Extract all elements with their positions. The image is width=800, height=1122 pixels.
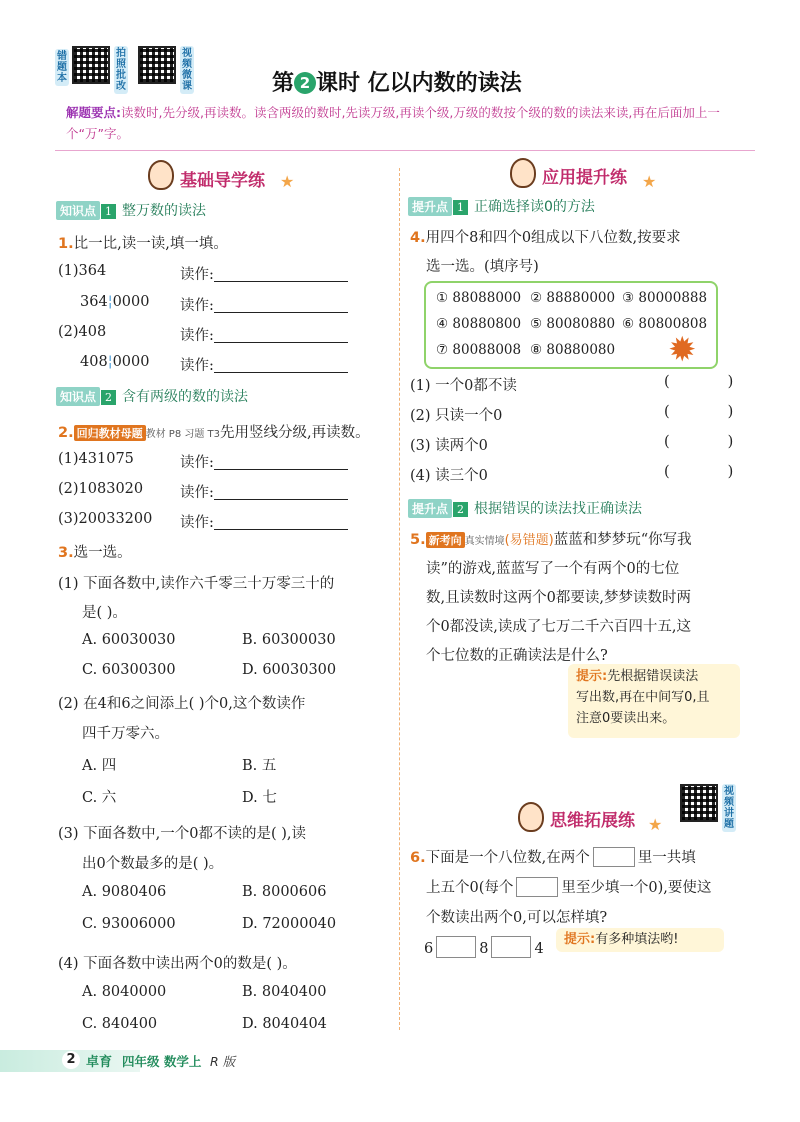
q4-item-3: (3) 读两个0 xyxy=(410,438,488,454)
question-5-line4: 个0都没读,读成了七万二千六百四十五,这 xyxy=(426,619,691,635)
question-3: 3.选一选。 xyxy=(58,545,132,561)
number-option-1: ① 88088000 xyxy=(436,290,522,306)
answer-blank[interactable] xyxy=(214,453,348,470)
lesson-number-badge: 2 xyxy=(294,72,316,94)
qr-code-icon[interactable] xyxy=(72,46,110,84)
q3-3-option-d[interactable]: D. 72000040 xyxy=(242,916,337,932)
q3-1-option-d[interactable]: D. 60030300 xyxy=(242,662,337,678)
star-icon: ★ xyxy=(642,172,657,191)
q1-read-3: 读作: xyxy=(180,324,348,345)
edition-label: R 版 xyxy=(210,1054,236,1069)
q4-answer-3[interactable]: ( ) xyxy=(664,434,734,450)
q3-1-line2: 是( )。 xyxy=(82,605,127,621)
q3-4-option-d[interactable]: D. 8040404 xyxy=(242,1016,327,1032)
kid-mascot-icon xyxy=(148,160,174,190)
grade-label: 四年级 数学上 xyxy=(122,1054,202,1069)
key-points-box xyxy=(66,102,756,144)
number-option-6: ⑥ 80800808 xyxy=(622,316,708,332)
question-5-line2: 读”的游戏,蓝蓝写了一个有两个0的七位 xyxy=(426,561,680,577)
section-title-thinking: 思维拓展练 xyxy=(550,811,635,831)
eight-digit-number: 6 8 4 xyxy=(424,936,544,958)
question-5-line3: 数,且读数时这两个0都要读,梦梦读数时两 xyxy=(426,590,691,606)
question-1: 1.比一比,读一读,填一填。 xyxy=(58,236,228,252)
hint-box-1: 提示:先根据错误读法 写出数,再在中间写0,且 注意0要读出来。 xyxy=(568,664,740,738)
answer-blank[interactable] xyxy=(214,513,348,530)
star-icon: ★ xyxy=(280,172,295,191)
answer-blank[interactable] xyxy=(214,356,348,373)
q2-item-1: (1)431075 xyxy=(58,451,134,467)
q1-read-4: 读作: xyxy=(180,354,348,375)
q3-3-option-c[interactable]: C. 93006000 xyxy=(82,916,176,932)
key-points-label: 解题要点: xyxy=(66,105,121,120)
video-lesson-tag: 视频微课 xyxy=(182,48,192,92)
question-6-line3: 个数读出两个0,可以怎样填? xyxy=(426,910,608,926)
page-number: 2 xyxy=(62,1051,80,1069)
question-6-line1: 6.下面是一个八位数,在两个 里一共填 xyxy=(410,846,696,867)
question-4-line1: 4.用四个8和四个0组成以下八位数,按要求 xyxy=(410,230,681,246)
q4-item-2: (2) 只读一个0 xyxy=(410,408,503,424)
answer-blank[interactable] xyxy=(214,326,348,343)
q1-read-1: 读作: xyxy=(180,263,348,284)
q3-3-line1: (3) 下面各数中,一个0都不读的是( ),读 xyxy=(58,826,307,842)
question-5-line5: 个七位数的正确读法是什么? xyxy=(426,648,608,664)
hint-label: 提示: xyxy=(564,932,596,947)
q1-read-2: 读作: xyxy=(180,294,348,315)
question-2: 2. 回归教材母题 教材 P8 习题 T3先用竖线分级,再读数。 xyxy=(58,425,370,441)
kid-mascot-icon xyxy=(510,158,536,188)
number-option-8: ⑧ 80880080 xyxy=(530,342,616,358)
column-divider xyxy=(399,168,400,1030)
answer-blank[interactable] xyxy=(214,265,348,282)
key-points-text: 读数时,先分级,再读数。读含两级的数时,先读万级,再读个级,万级的数按个级的数的读法来读,再在后面加上一个“万”字。 xyxy=(66,105,720,141)
maple-leaf-icon: ✹ xyxy=(668,330,697,370)
q1-item-4: 408¦0000 xyxy=(80,354,150,370)
textbook-tag: 回归教材母题 xyxy=(74,425,146,441)
q3-1-option-b[interactable]: B. 60300030 xyxy=(242,632,336,648)
section-title-basic: 基础导学练 xyxy=(180,171,265,191)
q1-item-1: (1)364 xyxy=(58,263,107,279)
improvement-point-1: 提升点 1 正确选择读0的方法 xyxy=(408,196,595,216)
number-option-3: ③ 80000888 xyxy=(622,290,708,306)
number-option-5: ⑤ 80080880 xyxy=(530,316,616,332)
number-option-4: ④ 80880800 xyxy=(436,316,522,332)
knowledge-point-1: 知识点 1 整万数的读法 xyxy=(56,200,206,220)
q3-2-option-a[interactable]: A. 四 xyxy=(82,758,117,774)
number-option-2: ② 88880000 xyxy=(530,290,616,306)
photo-grading-tag: 拍照批改 xyxy=(116,48,126,92)
header-divider xyxy=(55,150,755,151)
q3-4-option-c[interactable]: C. 840400 xyxy=(82,1016,158,1032)
fill-box-2[interactable] xyxy=(491,936,531,958)
star-icon: ★ xyxy=(648,815,663,834)
q3-2-option-b[interactable]: B. 五 xyxy=(242,758,277,774)
hint-box-2: 提示:有多种填法哟! xyxy=(556,928,724,952)
q4-answer-4[interactable]: ( ) xyxy=(664,464,734,480)
q1-item-3: (2)408 xyxy=(58,324,107,340)
fill-box-1[interactable] xyxy=(436,936,476,958)
q2-read-2: 读作: xyxy=(180,481,348,502)
question-5-line1: 5. 新考向 真实情境(易错题)蓝蓝和梦梦玩“你写我 xyxy=(410,532,692,548)
error-prone-tag: (易错题) xyxy=(504,533,554,548)
q2-read-3: 读作: xyxy=(180,511,348,532)
new-direction-tag: 新考向 xyxy=(426,532,465,548)
q3-3-option-a[interactable]: A. 9080406 xyxy=(82,884,167,900)
number-option-7: ⑦ 80088008 xyxy=(436,342,522,358)
qr-code-icon[interactable] xyxy=(138,46,176,84)
wrong-book-tag: 错题本 xyxy=(57,51,67,84)
q3-1-option-a[interactable]: A. 60030030 xyxy=(82,632,176,648)
page-title: 第 2 课时 亿以内数的读法 xyxy=(272,71,522,96)
hint-label: 提示: xyxy=(576,669,608,684)
q3-2-line2: 四千万零六。 xyxy=(82,726,169,742)
answer-blank[interactable] xyxy=(214,296,348,313)
q3-4-option-a[interactable]: A. 8040000 xyxy=(82,984,167,1000)
question-4-line2: 选一选。(填序号) xyxy=(426,259,539,275)
video-explain-tag: 视频讲题 xyxy=(724,786,734,830)
q4-answer-2[interactable]: ( ) xyxy=(664,404,734,420)
q4-item-4: (4) 读三个0 xyxy=(410,468,488,484)
q3-3-line2: 出0个数最多的是( )。 xyxy=(82,856,224,872)
q2-item-3: (3)20033200 xyxy=(58,511,153,527)
q1-item-2: 364¦0000 xyxy=(80,294,150,310)
qr-code-icon[interactable] xyxy=(680,784,718,822)
kid-mascot-icon xyxy=(518,802,544,832)
q2-read-1: 读作: xyxy=(180,451,348,472)
q2-item-2: (2)1083020 xyxy=(58,481,144,497)
q3-1-line1: (1) 下面各数中,读作六千零三十万零三十的 xyxy=(58,576,335,592)
knowledge-point-2: 知识点 2 含有两级的数的读法 xyxy=(56,386,248,406)
q3-2-option-d[interactable]: D. 七 xyxy=(242,790,277,806)
improvement-point-2: 提升点 2 根据错误的读法找正确读法 xyxy=(408,498,642,518)
q3-3-option-b[interactable]: B. 8000606 xyxy=(242,884,327,900)
question-6-line2: 上五个0(每个 里至少填一个0),要使这 xyxy=(426,876,711,897)
q4-item-1: (1) 一个0都不读 xyxy=(410,378,517,394)
brand-logo: 卓育 xyxy=(86,1055,113,1070)
q3-4-option-b[interactable]: B. 8040400 xyxy=(242,984,327,1000)
section-title-applied: 应用提升练 xyxy=(542,168,627,188)
q3-4-line1: (4) 下面各数中读出两个0的数是( )。 xyxy=(58,956,297,972)
q3-2-option-c[interactable]: C. 六 xyxy=(82,790,117,806)
answer-blank[interactable] xyxy=(214,483,348,500)
q3-2-line1: (2) 在4和6之间添上( )个0,这个数读作 xyxy=(58,696,306,712)
q4-answer-1[interactable]: ( ) xyxy=(664,374,734,390)
q3-1-option-c[interactable]: C. 60300300 xyxy=(82,662,176,678)
